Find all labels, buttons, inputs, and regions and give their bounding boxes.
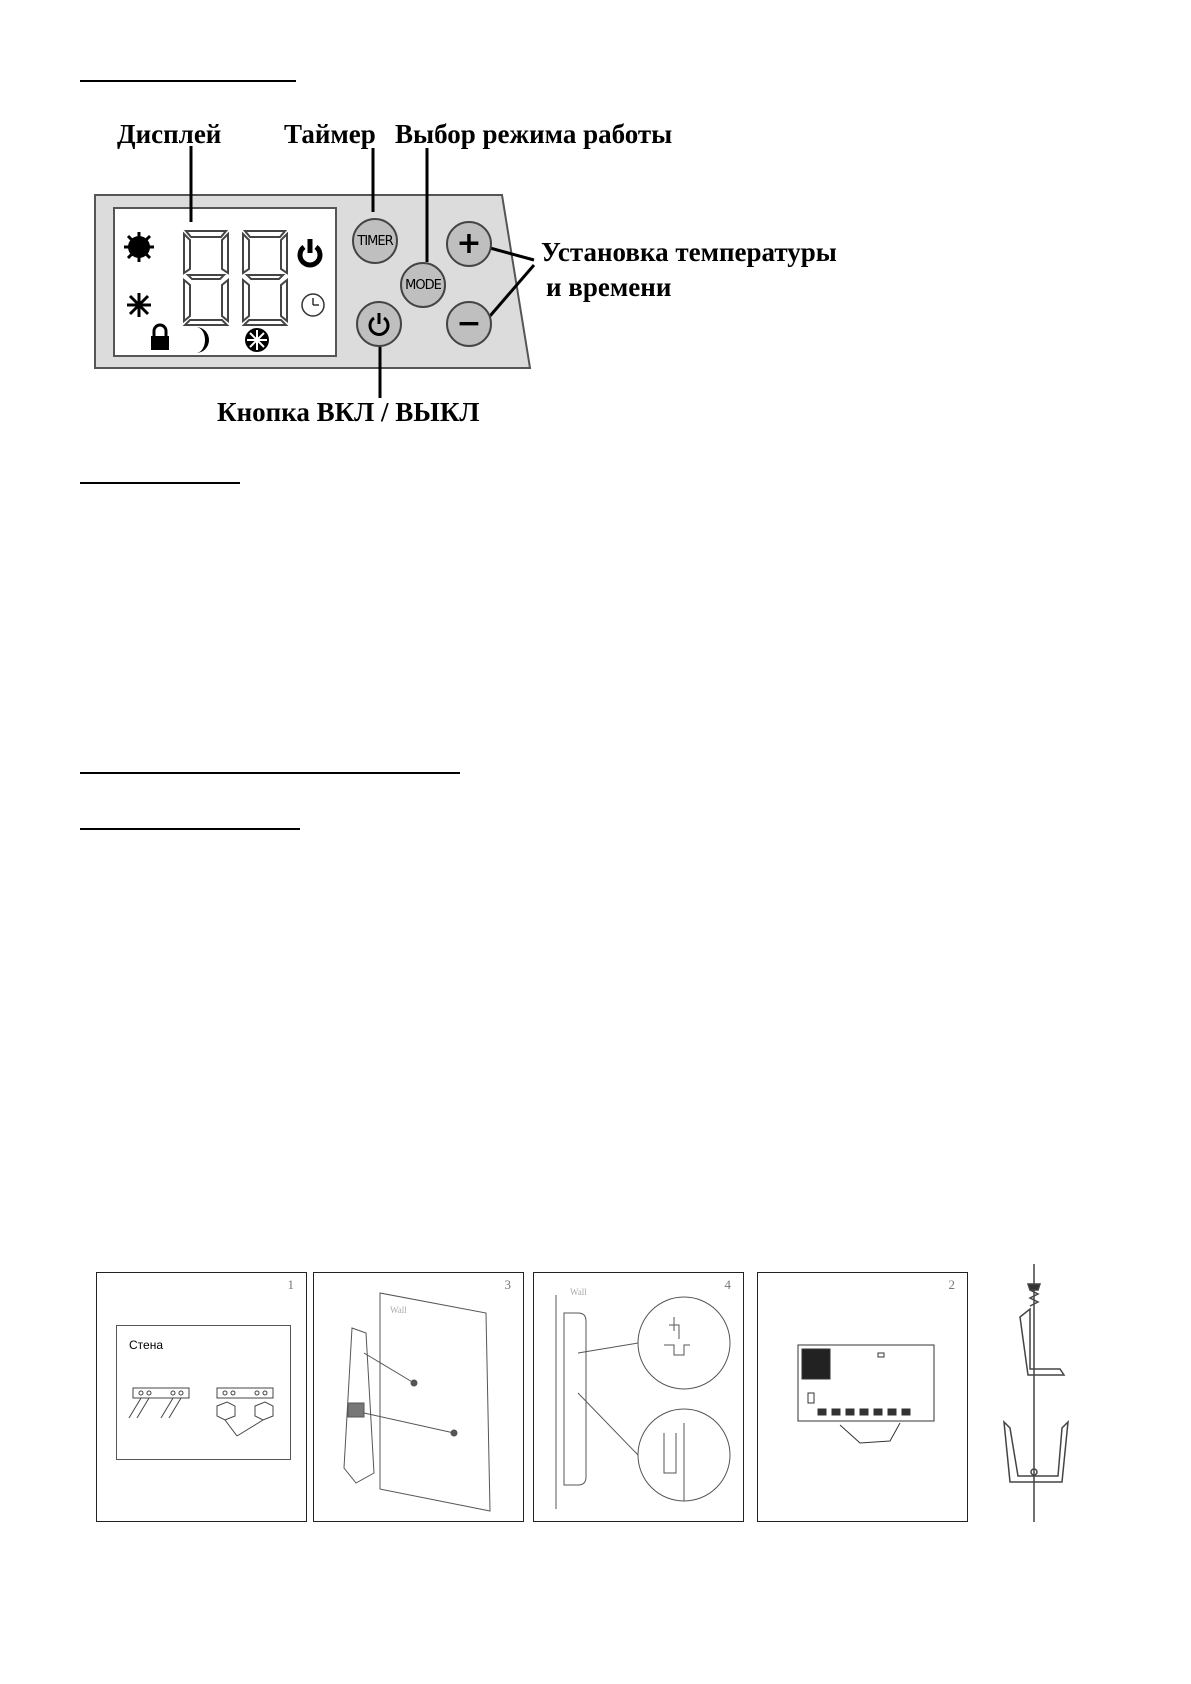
bracket-detail <box>990 1262 1100 1532</box>
mode-button-label: MODE <box>405 277 441 293</box>
mode-label: Выбор режима работы <box>395 119 673 149</box>
heading-rule-3 <box>80 772 460 774</box>
wall-text: Wall <box>570 1287 587 1297</box>
bracket-drawing <box>117 1326 290 1459</box>
figure-1-number: 1 <box>287 1277 294 1292</box>
figure-4-number: 4 <box>724 1277 731 1292</box>
timer-button-label: TIMER <box>357 233 393 249</box>
sun-icon <box>124 232 154 262</box>
wall-label: Стена <box>129 1338 164 1352</box>
control-panel-diagram <box>0 0 1191 440</box>
snowflake-icon <box>245 328 269 352</box>
heading-rule-4 <box>80 828 300 830</box>
figure-4 <box>533 1272 744 1522</box>
screw-and-bracket-drawing <box>990 1262 1100 1532</box>
wall-frame <box>116 1325 291 1460</box>
plus-icon: + <box>456 226 482 261</box>
power-icon <box>366 311 392 337</box>
figure-3 <box>313 1272 524 1522</box>
display-label: Дисплей <box>117 119 222 149</box>
figure-2 <box>757 1272 968 1522</box>
figure-1 <box>96 1272 307 1522</box>
time-label: и времени <box>546 272 672 302</box>
figure-3-number: 3 <box>504 1277 511 1292</box>
minus-icon: − <box>456 306 482 341</box>
power-button[interactable] <box>356 301 402 347</box>
power-label: Кнопка ВКЛ / ВЫКЛ <box>217 397 480 427</box>
plus-button[interactable] <box>446 221 492 267</box>
heater-back-drawing <box>758 1273 967 1521</box>
control-panel-drawing <box>0 0 1191 440</box>
timer-label: Таймер <box>284 119 376 149</box>
mounting-drawing <box>314 1273 523 1521</box>
mode-button[interactable] <box>400 262 446 308</box>
heading-rule-2 <box>80 482 240 484</box>
timer-button[interactable] <box>352 218 398 264</box>
wall-text: Wall <box>390 1305 407 1315</box>
frost-icon <box>127 293 151 317</box>
figure-2-number: 2 <box>948 1277 955 1292</box>
bracket-detail-drawing <box>534 1273 743 1521</box>
temperature-label: Установка температуры <box>541 237 837 267</box>
minus-button[interactable] <box>446 301 492 347</box>
